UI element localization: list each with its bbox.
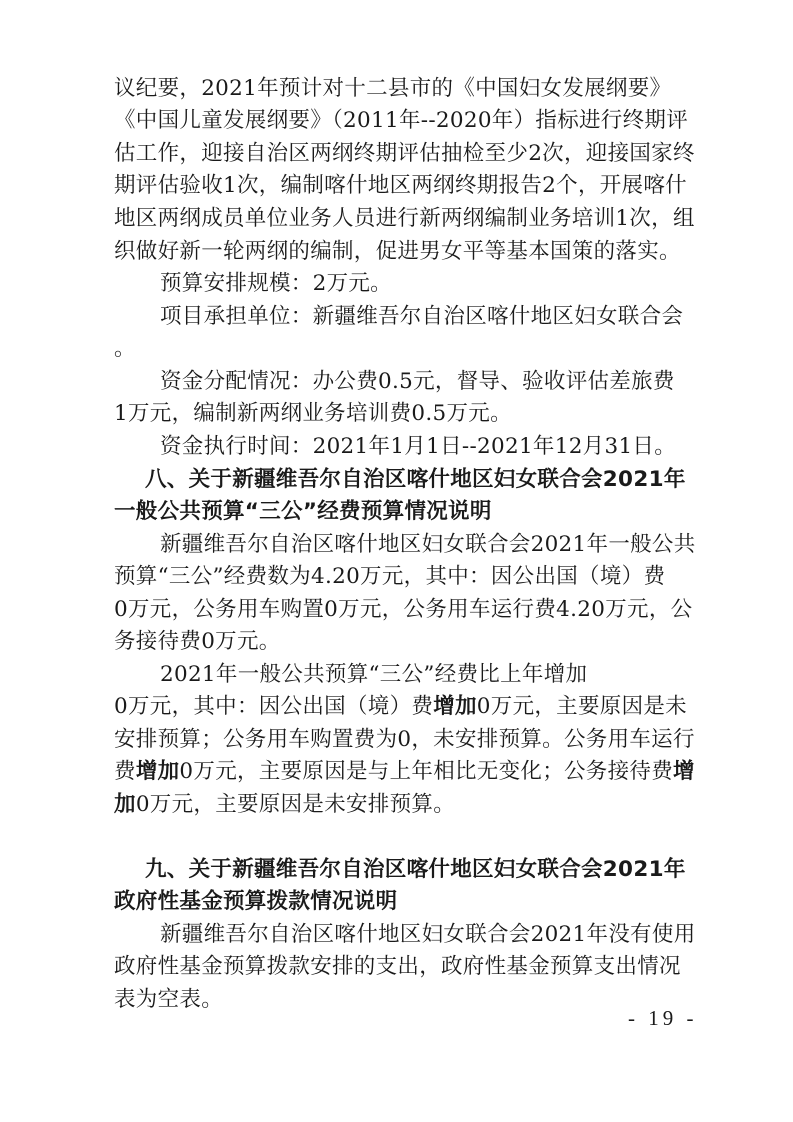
body-line: 务接待费0万元。 [114,629,281,654]
body-line: 0万元，公务用车购置0万元，公务用车运行费4.20万元，公 [114,597,693,622]
body-line: 地区两纲成员单位业务人员进行新两纲编制业务培训1次，组 [114,206,695,231]
bold-text: 增加 [433,694,477,719]
body-line: 新疆维吾尔自治区喀什地区妇女联合会2021年一般公共 [160,532,696,557]
body-line: 议纪要，2021年预计对十二县市的《中国妇女发展纲要》 [114,76,672,101]
page-number: - 19 - [628,1006,698,1030]
body-line: 安排预算；公务用车购置费为0，未安排预算。公务用车运行 [114,727,695,752]
body-line: 预算“三公”经费数为4.20万元，其中：因公出国（境）费 [114,564,666,589]
body-line [114,756,695,788]
fund-allocation: 资金分配情况：办公费0.5元，督导、验收评估差旅费 [160,369,675,394]
fund-execution-time: 资金执行时间：2021年1月1日--2021年12月31日。 [160,434,677,459]
project-unit: 项目承担单位：新疆维吾尔自治区喀什地区妇女联合会 [160,304,684,329]
text-span: 0万元，其中：因公出国（境）费 [114,694,434,719]
text-span: 0万元，主要原因是未 [476,694,687,719]
section-heading: 九、关于新疆维吾尔自治区喀什地区妇女联合会2021年 [145,857,686,882]
body-line: 《中国儿童发展纲要》（2011年--2020年）指标进行终期评 [114,108,689,133]
body-line: 新疆维吾尔自治区喀什地区妇女联合会2021年没有使用 [160,922,696,947]
body-line: 估工作，迎接自治区两纲终期评估抽检至少2次，迎接国家终 [114,141,695,166]
body-line [114,789,455,821]
body-line: 期评估验收1次，编制喀什地区两纲终期报告2个，开展喀什 [114,173,687,198]
budget-scale: 预算安排规模：2万元。 [160,271,392,296]
body-line: 1万元，编制新两纲业务培训费0.5万元。 [114,401,512,426]
section-heading: 八、关于新疆维吾尔自治区喀什地区妇女联合会2021年 [145,467,686,492]
text-span: 0万元，主要原因是未安排预算。 [135,792,455,817]
body-line: 2021年一般公共预算“三公”经费比上年增加 [160,662,588,687]
body-line: 表为空表。 [114,987,224,1012]
body-line: 织做好新一轮两纲的编制，促进男女平等基本国策的落实。 [114,239,681,264]
section-heading: 一般公共预算“三公”经费预算情况说明 [114,499,492,524]
body-line [114,691,687,723]
text-span: 0万元，主要原因是与上年相比无变化；公务接待费 [179,759,674,784]
section-heading: 政府性基金预算拨款情况说明 [114,889,398,914]
bold-text: 增加 [135,759,180,784]
bold-text: 加 [114,792,136,817]
text-span: 费 [114,759,136,784]
body-line: 政府性基金预算拨款安排的支出，政府性基金预算支出情况 [114,954,681,979]
bold-text: 增 [673,759,695,784]
body-line: 。 [114,336,136,361]
